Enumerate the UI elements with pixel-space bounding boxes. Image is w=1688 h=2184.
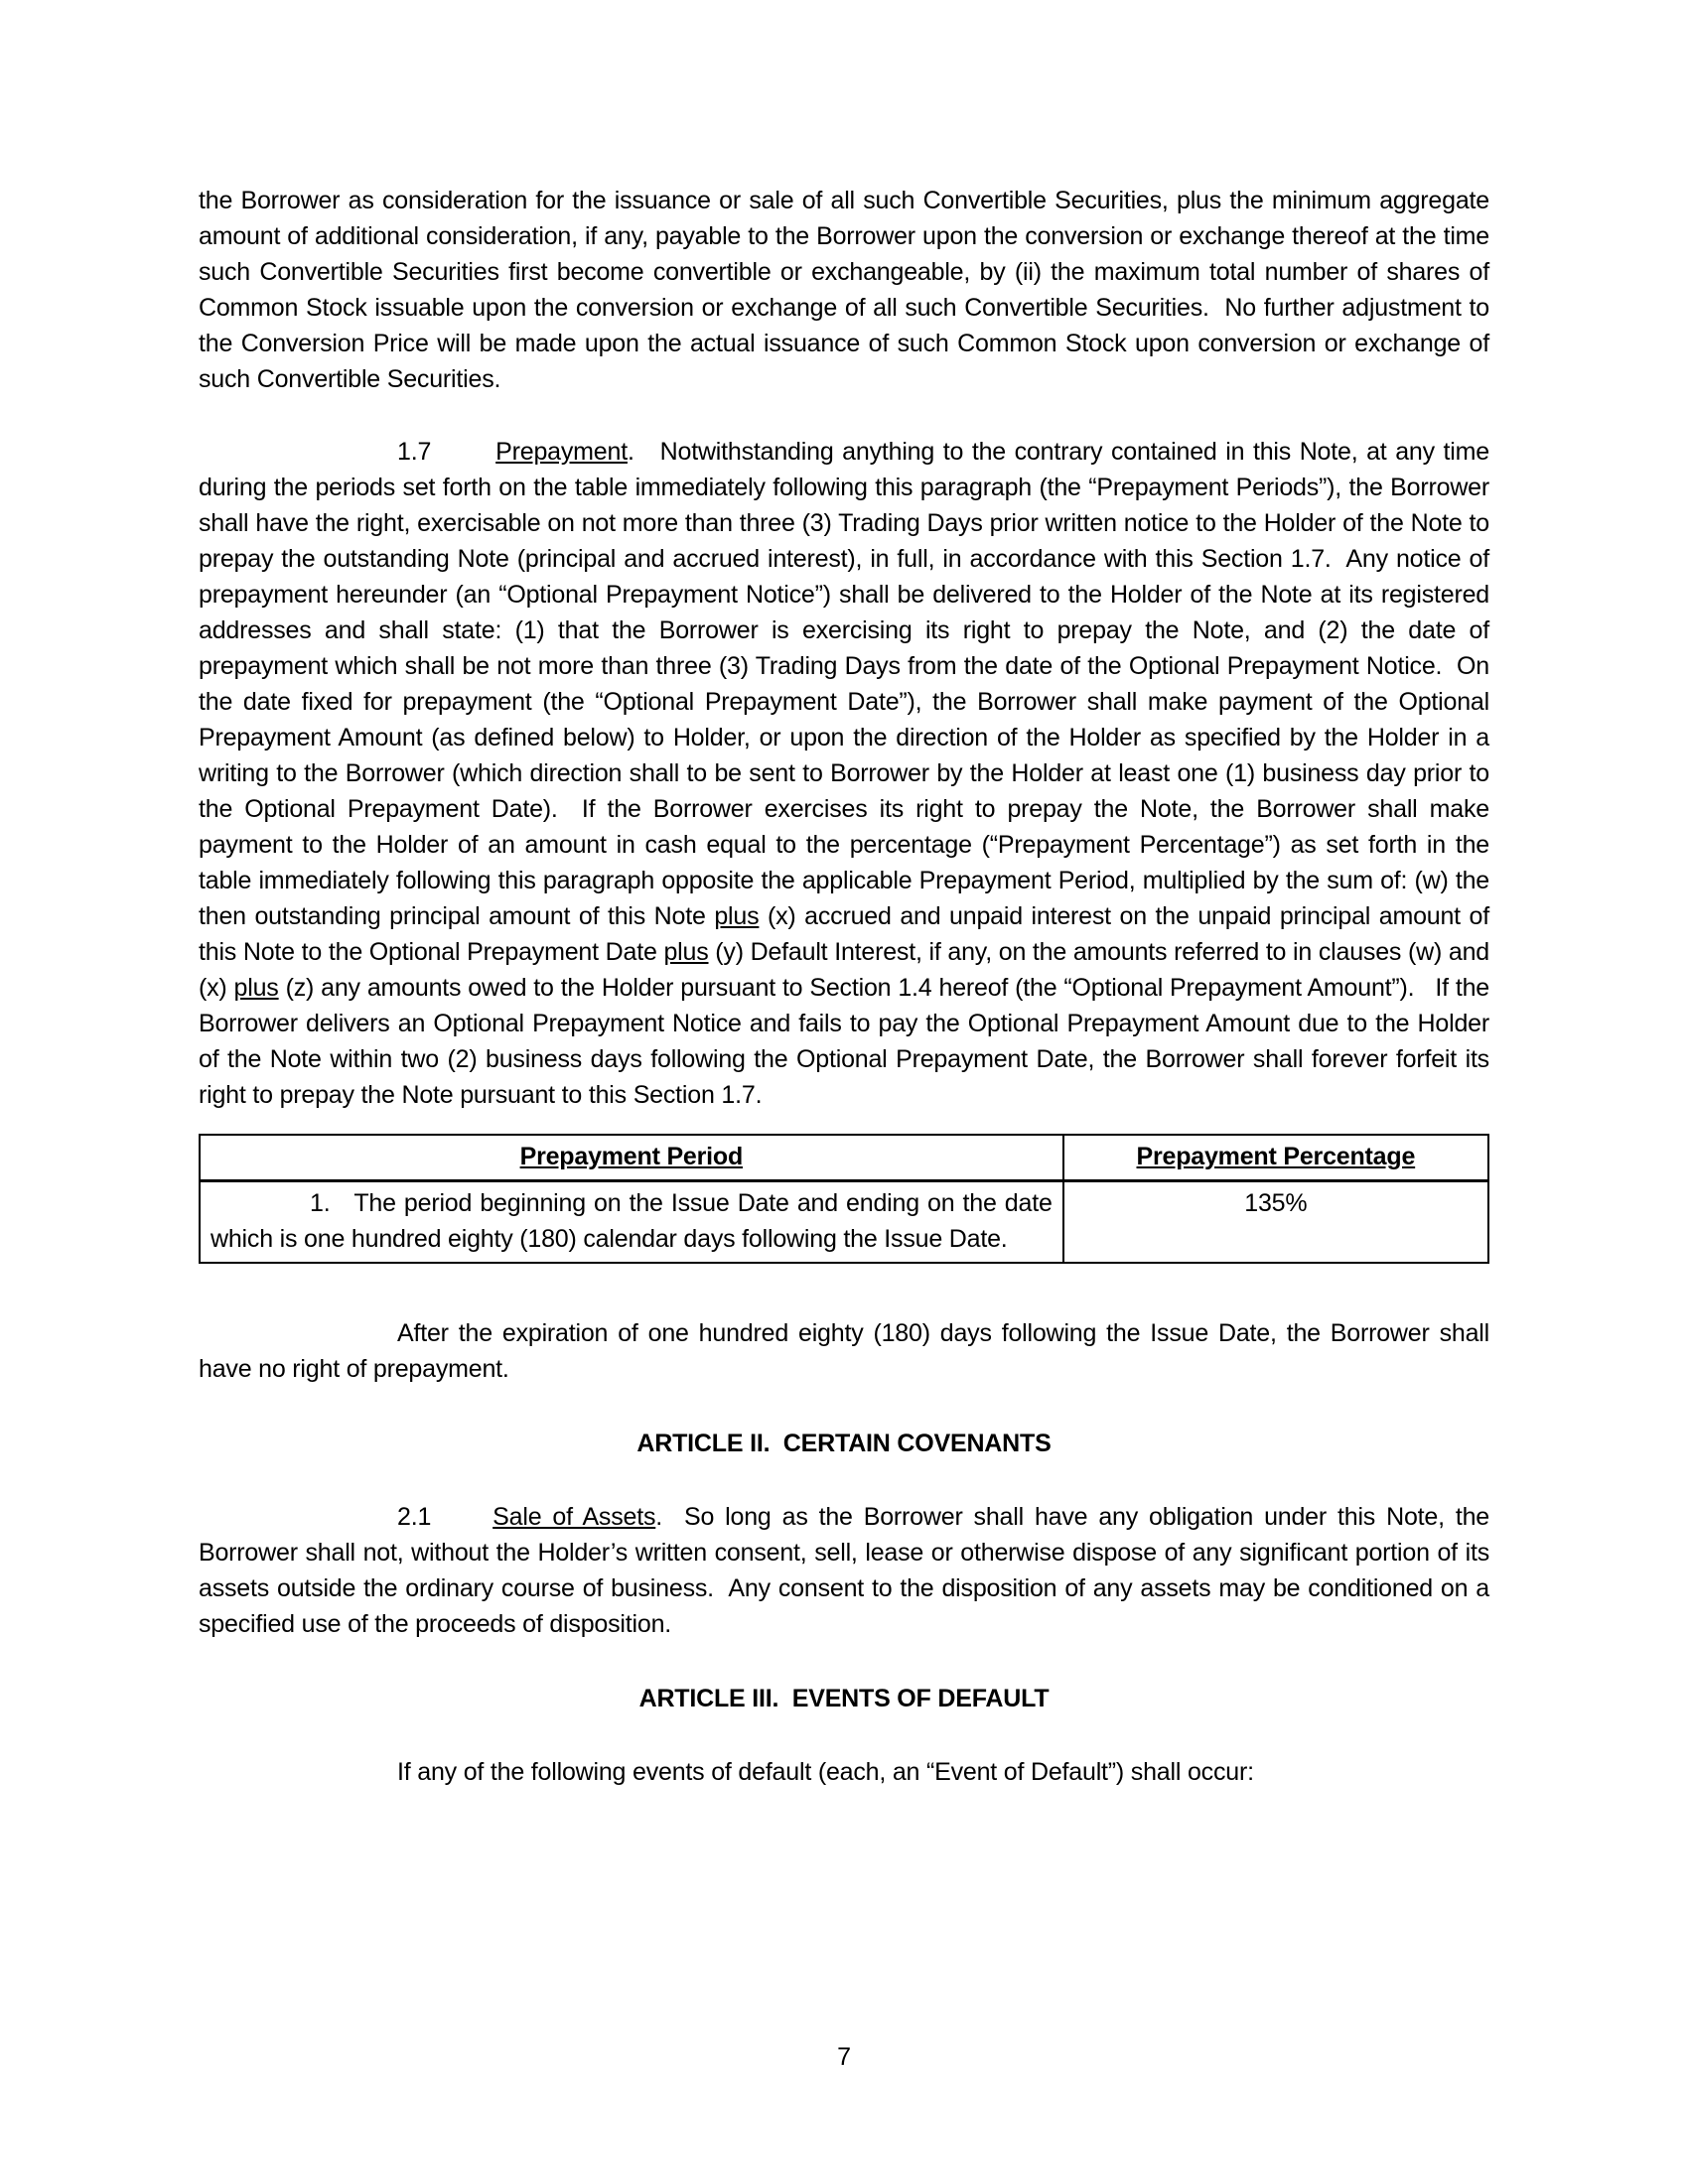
section-1-7-prepayment-paragraph [199, 434, 1496, 1113]
article-2-heading: ARTICLE II. CERTAIN COVENANTS [636, 1430, 1052, 1457]
text-run: plus [714, 902, 760, 930]
text-run: plus [663, 938, 709, 966]
prepayment-percentage-cell: 135% [1063, 1181, 1488, 1264]
events-of-default-intro-paragraph [199, 1754, 1489, 1790]
paragraph-continuation [199, 183, 1496, 397]
after-table-paragraph [199, 1315, 1496, 1387]
text-run: (x) accrued and unpaid interest on the unpaid principal amount of this Note to the Optional Prepayment Date [199, 902, 1496, 966]
text-run: Sale of Assets [492, 1503, 656, 1531]
tab-spacer [431, 459, 495, 460]
prepayment-table-body [200, 1181, 1488, 1264]
text-run: 1.7 [397, 438, 432, 466]
text-run: After the expiration of one hundred eighty (180) days following the Issue Date, the Borrower shall have no right of prepayment. [199, 1319, 1496, 1383]
text-run: . So long as the Borrower shall have any obligation under this Note, the Borrower shall not, without the Holder’s written consent, sell, lease or otherwise dispose of any significant portion of its assets outside the ordinary course of business. Any consent to the disposition of any assets may be conditioned on a specified use of the proceeds of disposition. [199, 1503, 1496, 1638]
text-run: the Borrower as consideration for the issuance or sale of all such Convertible Securities, plus the minimum aggregate amount of additional consideration, if any, payable to the Borrower upon the conversion or exchange thereof at the time such Convertible Securities first become convertible or exchangeable, by (ii) the maximum total number of shares of Common Stock issuable upon the conversion or exchange of all such Convertible Securities. No further adjustment to the Conversion Price will be made upon the actual issuance of such Common Stock upon conversion or exchange of such Convertible Securities. [199, 187, 1496, 393]
text-run: If any of the following events of default (each, an “Event of Default”) shall occur: [397, 1758, 1254, 1786]
text-run: . Notwithstanding anything to the contrary contained in this Note, at any time during the periods set forth on the table immediately following this paragraph (the “Prepayment Periods”), the Borrower shall have the right, exercisable on not more than three (3) Trading Days prior written notice to the Holder of the Note to prepay the outstanding Note (principal and accrued interest), in full, in accordance with this Section 1.7. Any notice of prepayment hereunder (an “Optional Prepayment Notice”) shall be delivered to the Holder of the Note at its registered addresses and shall state: (1) that the Borrower is exercising its right to prepay the Note, and (2) the date of prepayment which shall be not more than three (3) Trading Days from the date of the Optional Prepayment Notice. On the date fixed for prepayment (the “Optional Prepayment Date”), the Borrower shall make payment of the Optional Prepayment Amount (as defined below) to Holder, or upon the direction of the Holder as specified by the Holder in a writing to the Borrower (which direction shall to be sent to Borrower by the Holder at least one (1) business day prior to the Optional Prepayment Date). If the Borrower exercises its right to prepay the Note, the Borrower shall make payment to the Holder of an amount in cash equal to the percentage (“Prepayment Percentage”) as set forth in the table immediately following this paragraph opposite the applicable Prepayment Period, multiplied by the sum of: (w) the then outstanding principal amount of this Note [199, 438, 1496, 930]
text-run: 2.1 [397, 1503, 432, 1531]
text-run: Prepayment [495, 438, 628, 466]
text-run: (z) any amounts owed to the Holder pursuant to Section 1.4 hereof (the “Optional Prepayment Amount”). If the Borrower delivers an Optional Prepayment Notice and fails to pay the Optional Prepayment Amount due to the Holder of the Note within two (2) business days following the Optional Prepayment Date, the Borrower shall forever forfeit its right to prepay the Note pursuant to this Section 1.7. [199, 974, 1496, 1109]
prepayment-table-header [200, 1135, 1488, 1181]
page-number: 7 [837, 2043, 851, 2071]
table-header-row [200, 1135, 1488, 1181]
prepayment-period-header: Prepayment Period [200, 1135, 1063, 1181]
document-content [199, 183, 1496, 1827]
section-2-1-sale-of-assets-paragraph [199, 1499, 1496, 1642]
text-run: plus [233, 974, 279, 1002]
tab-spacer [431, 1524, 492, 1525]
text-run: (y) Default Interest, if any, on the amounts referred to in clauses (w) and (x) [199, 938, 1496, 1002]
prepayment-table [199, 1134, 1489, 1264]
prepayment-period-cell: 1. The period beginning on the Issue Date and ending on the date which is one hundred eighty (180) calendar days following the Issue Date. [200, 1181, 1063, 1264]
table-row [200, 1181, 1488, 1264]
article-3-heading: ARTICLE III. EVENTS OF DEFAULT [638, 1685, 1050, 1712]
prepayment-percentage-header: Prepayment Percentage [1063, 1135, 1488, 1181]
